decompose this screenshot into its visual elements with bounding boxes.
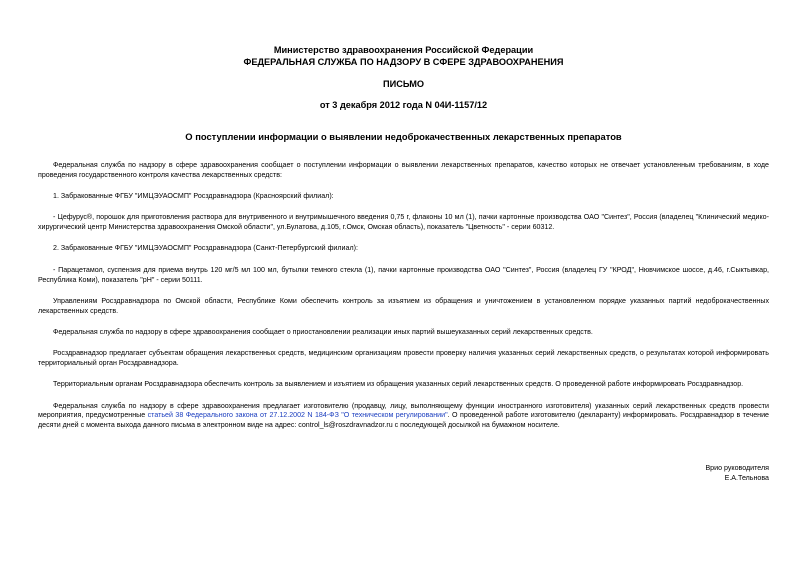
law-reference-link[interactable]: статьей 38 Федерального закона от 27.12.2002 N 184-ФЗ "О техническом регулировании" <box>147 411 448 420</box>
paragraph-regional-control: Управлениям Росздравнадзора по Омской области, Республике Коми обеспечить контроль за изъятием из обращения и уничтожением в установленном порядке указанных партий недоброкачественных лекарственных средств. <box>38 296 769 315</box>
document-date-number: от 3 декабря 2012 года N 04И-1157/12 <box>319 100 488 110</box>
paragraph-manufacturer-text-2: . О проведенной работе изготовителю (декларанту) информировать. Росздравнадзор в течение десяти дней с момента выхода данного письма в электронном виде на адрес: control_ls@roszdravnadzor.ru с последующей досылкой на бумажном носителе. <box>38 411 769 430</box>
paragraph-suspension: Федеральная служба по надзору в сфере здравоохранения сообщает о приостановлении реализации иных партий вышеуказанных серий лекарственных средств. <box>53 327 593 336</box>
paragraph-intro: Федеральная служба по надзору в сфере здравоохранения сообщает о поступлении информации о выявлении лекарственных препаратов, качество которых не отвечает установленным требованиям, в ходе проведения государственного контроля качества лекарственных средств: <box>38 161 769 179</box>
paragraph-item-1-heading: 1. Забракованные ФГБУ "ИМЦЭУАОСМП" Росздравнадзора (Красноярский филиал): <box>53 192 334 201</box>
signatory-position: Врио руководителя <box>705 464 769 472</box>
signatory-name: Е.А.Тельнова <box>724 474 769 482</box>
letter-body <box>38 161 769 443</box>
signature-block <box>569 463 769 483</box>
ministry-title: Министерство здравоохранения Российской Федерации <box>273 45 534 55</box>
paragraph-item-2-detail: - Парацетамол, суспензия для приема внутрь 120 мг/5 мл 100 мл, бутылки темного стекла (1), пачки картонные производства ОАО "Синтез", Россия (владелец ГУ "КРОД", Нювчимское шоссе, д.46, г.Сыктывкар, Республика Коми), показатель "pH" - серии 50111. <box>38 265 769 284</box>
service-title: ФЕДЕРАЛЬНАЯ СЛУЖБА ПО НАДЗОРУ В СФЕРЕ ЗДРАВООХРАНЕНИЯ <box>243 57 564 67</box>
paragraph-manufacturer <box>38 402 769 431</box>
document-type: ПИСЬМО <box>382 79 425 89</box>
paragraph-territorial: Территориальным органам Росздравнадзора обеспечить контроль за выявлением и изъятием из обращения указанных серий лекарственных средств. О проведенной работе информировать Росздравнадзор. <box>53 380 744 389</box>
letter-subject: О поступлении информации о выявлении недоброкачественных лекарственных препаратов <box>185 131 622 142</box>
paragraph-verification: Росздравнадзор предлагает субъектам обращения лекарственных средств, медицинским организациям провести проверку наличия указанных серий лекарственных средств, о результатах которой информировать территориальный орган Росздравнадзора. <box>38 349 769 368</box>
paragraph-manufacturer-text-1: Федеральная служба по надзору в сфере здравоохранения предлагает изготовителю (продавцу, лицу, выполняющему функции иностранного изготовителя) указанных серий лекарственных средств провести мероприятия, предусмотренные <box>38 401 769 420</box>
paragraph-item-1-detail: - Цефурус®, порошок для приготовления раствора для внутривенного и внутримышечного введения 0,75 г, флаконы 10 мл (1), пачки картонные производства ОАО "Синтез", Россия (владелец "Клинический медико-хирургический центр Министерства здравоохранения Омской области", ул.Булатова, д.105, г.Омск, Омская область), показатель "Цветность" - серии 60312. <box>38 213 769 232</box>
paragraph-item-2-heading: 2. Забракованные ФГБУ "ИМЦЭУАОСМП" Росздравнадзора (Санкт-Петербургский филиал): <box>53 244 358 253</box>
